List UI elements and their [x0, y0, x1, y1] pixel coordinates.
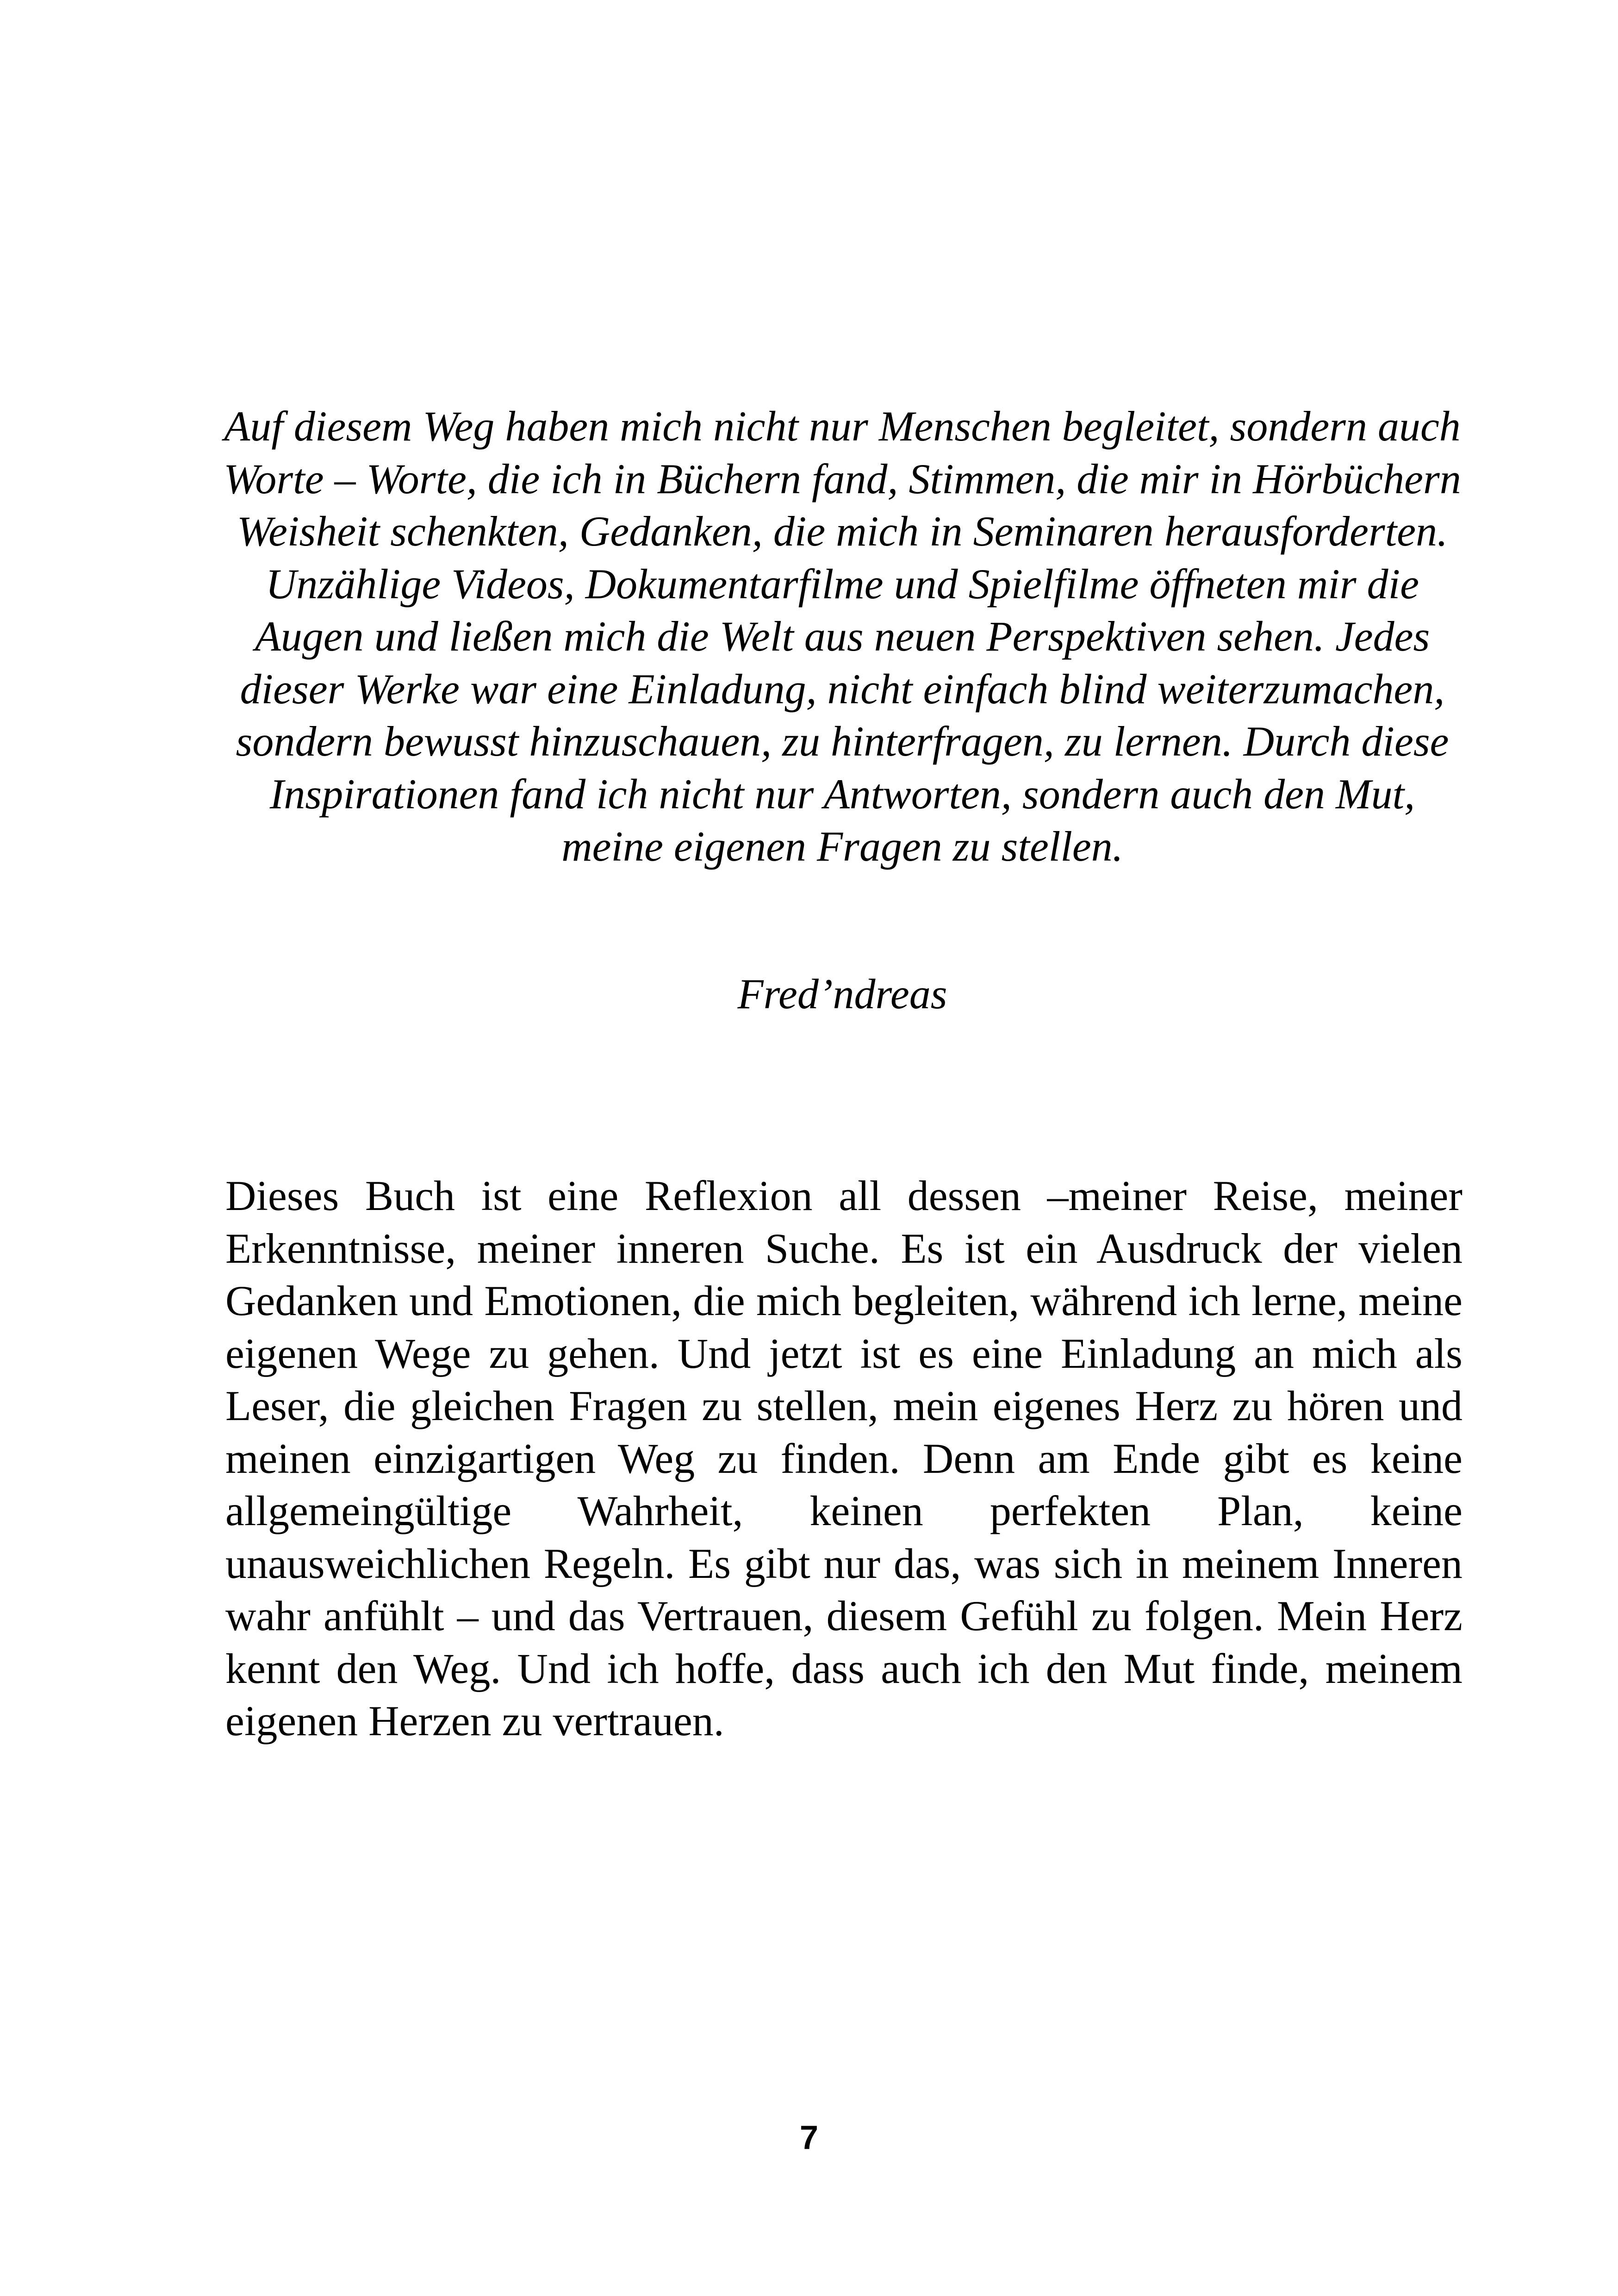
dedication-quote: Auf diesem Weg haben mich nicht nur Menschen begleitet, sondern auch Worte – Worte, die ich in Büchern fand, Stimmen, die mir in Hörbüchern Weisheit schenkten, Gedanken, die mich in Seminaren herausforderten. Unzählige Videos, Dokumentarfilme und Spielfilme öffneten mir die Augen und ließen mich die Welt aus neuen Perspektiven sehen. Jedes dieser Werke war eine Einladung, nicht einfach blind weiterzumachen, sondern bewusst hinzuschauen, zu hinterfragen, zu lernen. Durch diese Inspirationen fand ich nicht nur Antworten, sondern auch den Mut, meine eigenen Fragen zu stellen.	[224, 403, 1461, 870]
body-paragraph: Dieses Buch ist eine Reflexion all dessen –meiner Reise, meiner Erkenntnisse, meiner inneren Suche. Es ist ein Ausdruck der vielen Gedanken und Emotionen, die mich begleiten, während ich lerne, meine eigenen Wege zu gehen. Und jetzt ist es eine Einladung an mich als Leser, die gleichen Fragen zu stellen, mein eigenes Herz zu hören und meinen einzigartigen Weg zu finden. Denn am Ende gibt es keine allgemeingültige Wahrheit, keinen perfekten Plan, keine unausweichlichen Regeln. Es gibt nur das, was sich in meinem Inneren wahr anfühlt – und das Vertrauen, diesem Gefühl zu folgen. Mein Herz kennt den Weg. Und ich hoffe, dass auch ich den Mut finde, meinem eigenen Herzen zu vertrauen.	[225, 1172, 1462, 1744]
page-number: 7	[799, 2119, 819, 2156]
quote-author: Fred’ndreas	[737, 970, 947, 1018]
